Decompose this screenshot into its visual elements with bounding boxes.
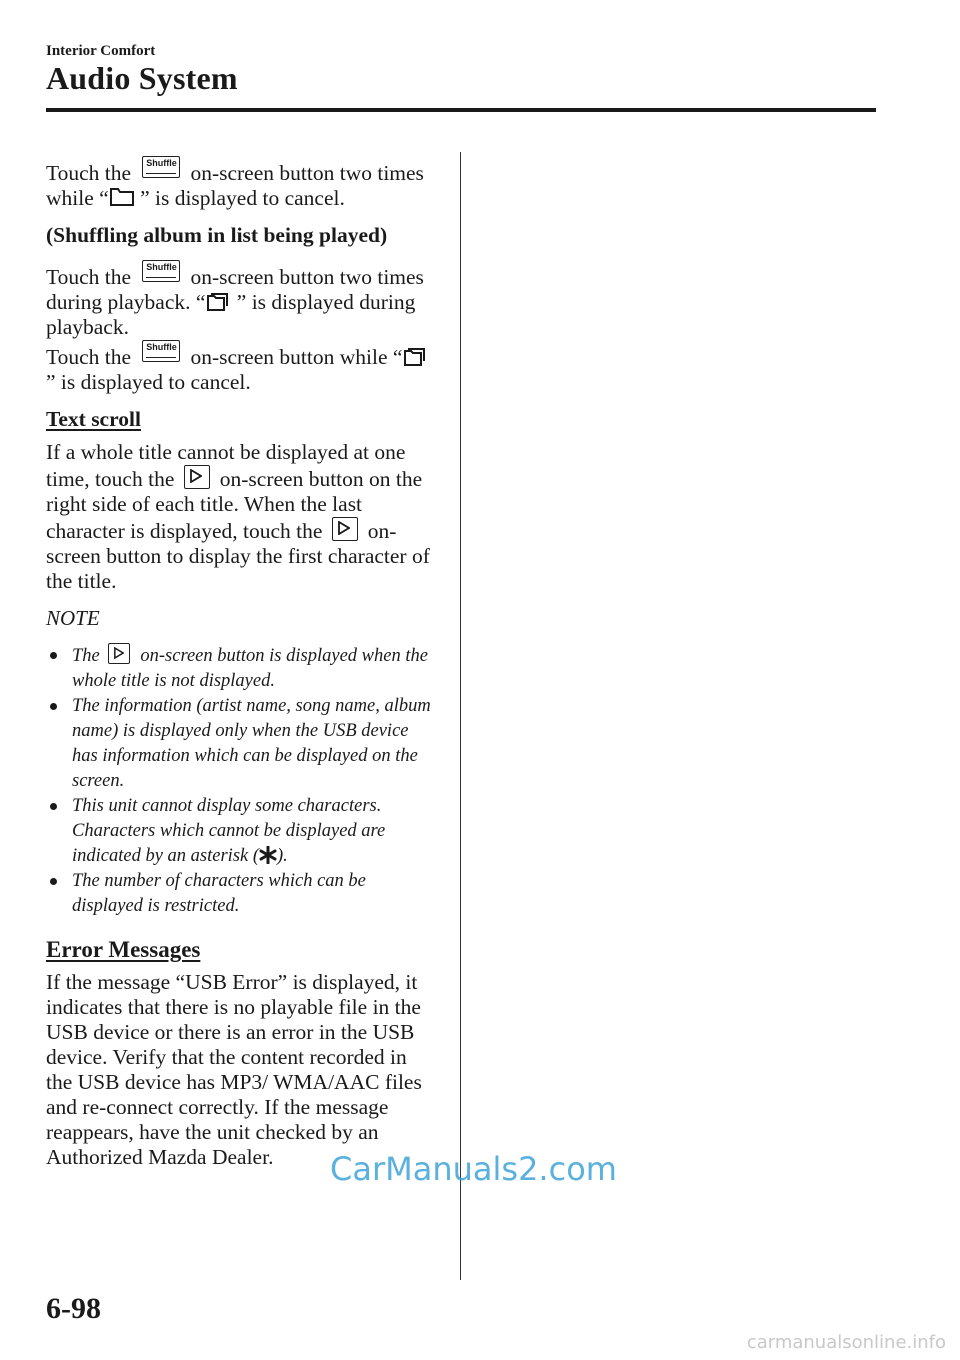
page-title: Audio System: [46, 60, 238, 96]
album-stack-icon: [205, 290, 231, 312]
shuffle-button-icon: Shuffle: [142, 156, 180, 178]
play-triangle-icon: [108, 643, 130, 664]
shuffle-button-icon: Shuffle: [142, 260, 180, 282]
play-triangle-icon: [184, 465, 210, 489]
paragraph-cancel-shuffle-folder: Touch the Shuffle on-screen button two times while “ ” is displayed to cancel.: [46, 158, 424, 210]
watermark: CarManuals2.com: [330, 1150, 617, 1188]
subheading-shuffle-album: (Shuffling album in list being played): [46, 223, 388, 247]
play-triangle-icon: [332, 517, 358, 541]
note-label: NOTE: [46, 606, 100, 630]
header-rule: [46, 108, 876, 112]
list-item: The number of characters which can be displayed is restricted.: [46, 869, 438, 919]
column-divider: [460, 152, 461, 1280]
list-item: This unit cannot display some characters. Characters which cannot be displayed are indicated by an asterisk ( ).: [46, 794, 438, 869]
paragraph-shuffle-album: Touch the Shuffle on-screen button two times during playback. “ ” is displayed during playback.: [46, 262, 424, 339]
shuffle-button-icon: Shuffle: [142, 340, 180, 362]
folder-icon: [109, 186, 135, 208]
list-item: The information (artist name, song name, album name) is displayed only when the USB device has information which can be displayed on the screen.: [46, 694, 438, 794]
heading-error-messages: Error Messages: [46, 937, 201, 962]
asterisk-icon: [259, 846, 277, 864]
paragraph-cancel-shuffle-album: Touch the Shuffle on-screen button while “ ” is displayed to cancel.: [46, 340, 438, 395]
heading-text-scroll: Text scroll: [46, 407, 141, 431]
paragraph-error-messages: If the message “USB Error” is displayed, it indicates that there is no playable file in the USB device or there is an error in the USB device. Verify that the content recorded in the USB device has MP3/ WMA/AAC files and re-connect correctly. If the message reappears, have the unit checked by an Authorized Mazda Dealer.: [46, 970, 422, 1169]
note-list: [46, 643, 438, 919]
left-column: [46, 156, 438, 1182]
page-number: 6-98: [46, 1292, 101, 1325]
album-stack-icon: [402, 345, 428, 367]
list-item: The on-screen button is displayed when the whole title is not displayed.: [46, 643, 438, 694]
section-label: Interior Comfort: [46, 43, 156, 59]
paragraph-text-scroll: If a whole title cannot be displayed at one time, touch the on-screen button on the right side of each title. When the last character is displayed, touch the on-screen button to display the first character of the title.: [46, 440, 430, 593]
footer-url: carmanualsonline.info: [746, 1332, 946, 1353]
